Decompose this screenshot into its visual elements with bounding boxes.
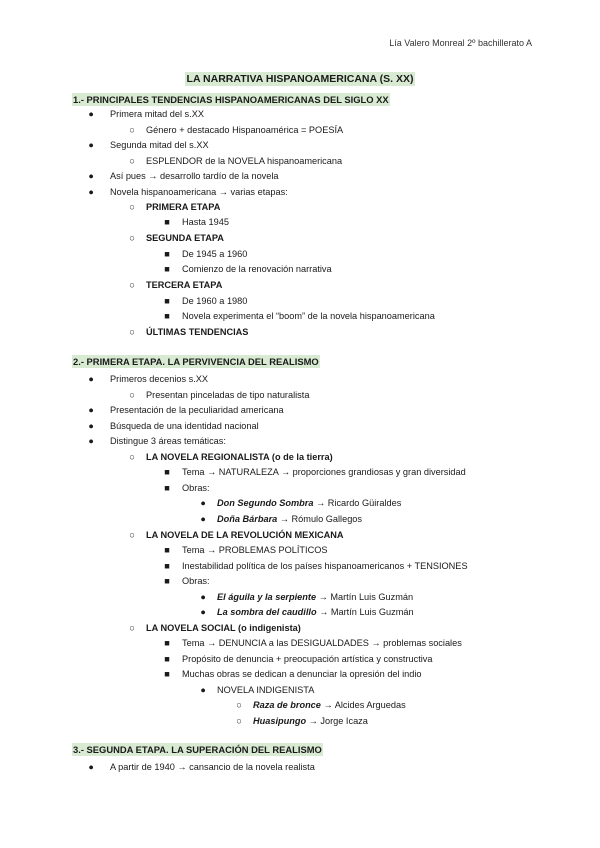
work-title: Doña Bárbara: [217, 514, 278, 524]
list-item: Muchas obras se dedican a denunciar la opresión del indio: [182, 669, 422, 679]
bullet-circle: ○: [129, 530, 135, 540]
bullet-circle: ○: [129, 156, 135, 166]
section-3-heading: [72, 744, 323, 755]
section-2-heading-text: 2.- PRIMERA ETAPA. LA PERVIVENCIA DEL REALISMO: [73, 356, 319, 367]
list-item: Novela experimenta el “boom” de la novela hispanoamericana: [182, 311, 435, 321]
list-item: Segunda mitad del s.XX: [110, 140, 209, 150]
work-title: La sombra del caudillo: [217, 607, 317, 617]
bullet-square: ■: [164, 654, 170, 664]
list-item: De 1945 a 1960: [182, 249, 248, 259]
work-title: Don Segundo Sombra: [217, 498, 314, 508]
list-item: Tema → DENUNCIA a las DESIGUALDADES → problemas sociales: [182, 638, 462, 648]
list-item: PRIMERA ETAPA: [146, 202, 221, 212]
list-item: SEGUNDA ETAPA: [146, 233, 224, 243]
document-title: [0, 73, 600, 85]
bullet-circle: ○: [129, 623, 135, 633]
list-item: Presentación de la peculiaridad americana: [110, 405, 284, 415]
bullet-disc: ●: [200, 592, 206, 602]
bullet-square: ■: [164, 561, 170, 571]
bullet-disc: ●: [200, 685, 206, 695]
bullet-square: ■: [164, 669, 170, 679]
bullet-square: ■: [164, 545, 170, 555]
bullet-square: ■: [164, 467, 170, 477]
list-item: ÚLTIMAS TENDENCIAS: [146, 327, 249, 337]
work-title: Huasipungo: [253, 716, 307, 726]
list-item: Distingue 3 áreas temáticas:: [110, 436, 226, 446]
list-item: LA NOVELA SOCIAL (o indigenista): [146, 623, 301, 633]
list-item: De 1960 a 1980: [182, 296, 248, 306]
list-item: [253, 699, 406, 711]
bullet-circle: ○: [236, 716, 242, 726]
bullet-disc: ●: [88, 436, 94, 446]
list-item: Género + destacado Hispanoamérica = POESÍA: [146, 125, 344, 135]
list-item: [253, 715, 368, 727]
list-item: Obras:: [182, 483, 210, 493]
bullet-disc: ●: [88, 171, 94, 181]
section-2-heading: [72, 356, 320, 367]
list-item: LA NOVELA REGIONALISTA (o de la tierra): [146, 452, 333, 462]
list-item: [217, 497, 401, 509]
bullet-circle: ○: [129, 327, 135, 337]
bullet-circle: ○: [129, 452, 135, 462]
list-item: ESPLENDOR de la NOVELA hispanoamericana: [146, 156, 343, 166]
list-item: Novela hispanoamericana → varias etapas:: [110, 187, 288, 197]
list-item: NOVELA INDIGENISTA: [217, 685, 315, 695]
bullet-disc: ●: [88, 109, 94, 119]
list-item: Propósito de denuncia + preocupación artística y constructiva: [182, 654, 433, 664]
bullet-square: ■: [164, 576, 170, 586]
list-item: Inestabilidad política de los países hispanoamericanos + TENSIONES: [182, 561, 468, 571]
work-title: El águila y la serpiente: [217, 592, 317, 602]
bullet-square: ■: [164, 217, 170, 227]
list-item: [217, 513, 362, 525]
bullet-circle: ○: [129, 390, 135, 400]
list-item: Hasta 1945: [182, 217, 229, 227]
bullet-square: ■: [164, 264, 170, 274]
list-item: Primeros decenios s.XX: [110, 374, 209, 384]
bullet-circle: ○: [129, 125, 135, 135]
work-title: Raza de bronce: [253, 700, 321, 710]
document-title-text: LA NARRATIVA HISPANOAMERICANA (S. XX): [186, 73, 414, 85]
work-author: → Martín Luis Guzmán: [316, 607, 414, 617]
author-line: Lía Valero Monreal 2º bachillerato A: [389, 38, 532, 48]
bullet-circle: ○: [236, 700, 242, 710]
list-item: LA NOVELA DE LA REVOLUCIÓN MEXICANA: [146, 530, 344, 540]
bullet-disc: ●: [200, 607, 206, 617]
list-item: Presentan pinceladas de tipo naturalista: [146, 390, 310, 400]
bullet-disc: ●: [88, 374, 94, 384]
section-3-heading-text: 3.- SEGUNDA ETAPA. LA SUPERACIÓN DEL REALISMO: [73, 744, 322, 755]
list-item: Obras:: [182, 576, 210, 586]
list-item: TERCERA ETAPA: [146, 280, 223, 290]
bullet-disc: ●: [200, 514, 206, 524]
list-item: Primera mitad del s.XX: [110, 109, 204, 119]
list-item: A partir de 1940 → cansancio de la novela realista: [110, 762, 315, 772]
work-author: → Jorge Icaza: [306, 716, 368, 726]
work-author: → Martín Luis Guzmán: [316, 592, 414, 602]
list-item: [217, 591, 413, 603]
bullet-disc: ●: [88, 405, 94, 415]
bullet-disc: ●: [200, 498, 206, 508]
bullet-disc: ●: [88, 421, 94, 431]
list-item: Comienzo de la renovación narrativa: [182, 264, 332, 274]
work-author: → Ricardo Güiraldes: [313, 498, 402, 508]
bullet-circle: ○: [129, 202, 135, 212]
list-item: [217, 606, 414, 618]
bullet-square: ■: [164, 311, 170, 321]
bullet-disc: ●: [88, 762, 94, 772]
bullet-square: ■: [164, 483, 170, 493]
work-author: → Alcides Arguedas: [320, 700, 406, 710]
list-item: Así pues → desarrollo tardío de la novela: [110, 171, 279, 181]
bullet-circle: ○: [129, 280, 135, 290]
bullet-square: ■: [164, 638, 170, 648]
bullet-square: ■: [164, 249, 170, 259]
list-item: Búsqueda de una identidad nacional: [110, 421, 259, 431]
section-1-heading-text: 1.- PRINCIPALES TENDENCIAS HISPANOAMERICANAS DEL SIGLO XX: [73, 94, 389, 105]
section-1-heading: [72, 94, 390, 105]
bullet-disc: ●: [88, 140, 94, 150]
bullet-circle: ○: [129, 233, 135, 243]
list-item: Tema → PROBLEMAS POLÍTICOS: [182, 545, 328, 555]
bullet-square: ■: [164, 296, 170, 306]
work-author: → Rómulo Gallegos: [277, 514, 363, 524]
bullet-disc: ●: [88, 187, 94, 197]
list-item: Tema → NATURALEZA → proporciones grandiosas y gran diversidad: [182, 467, 466, 477]
